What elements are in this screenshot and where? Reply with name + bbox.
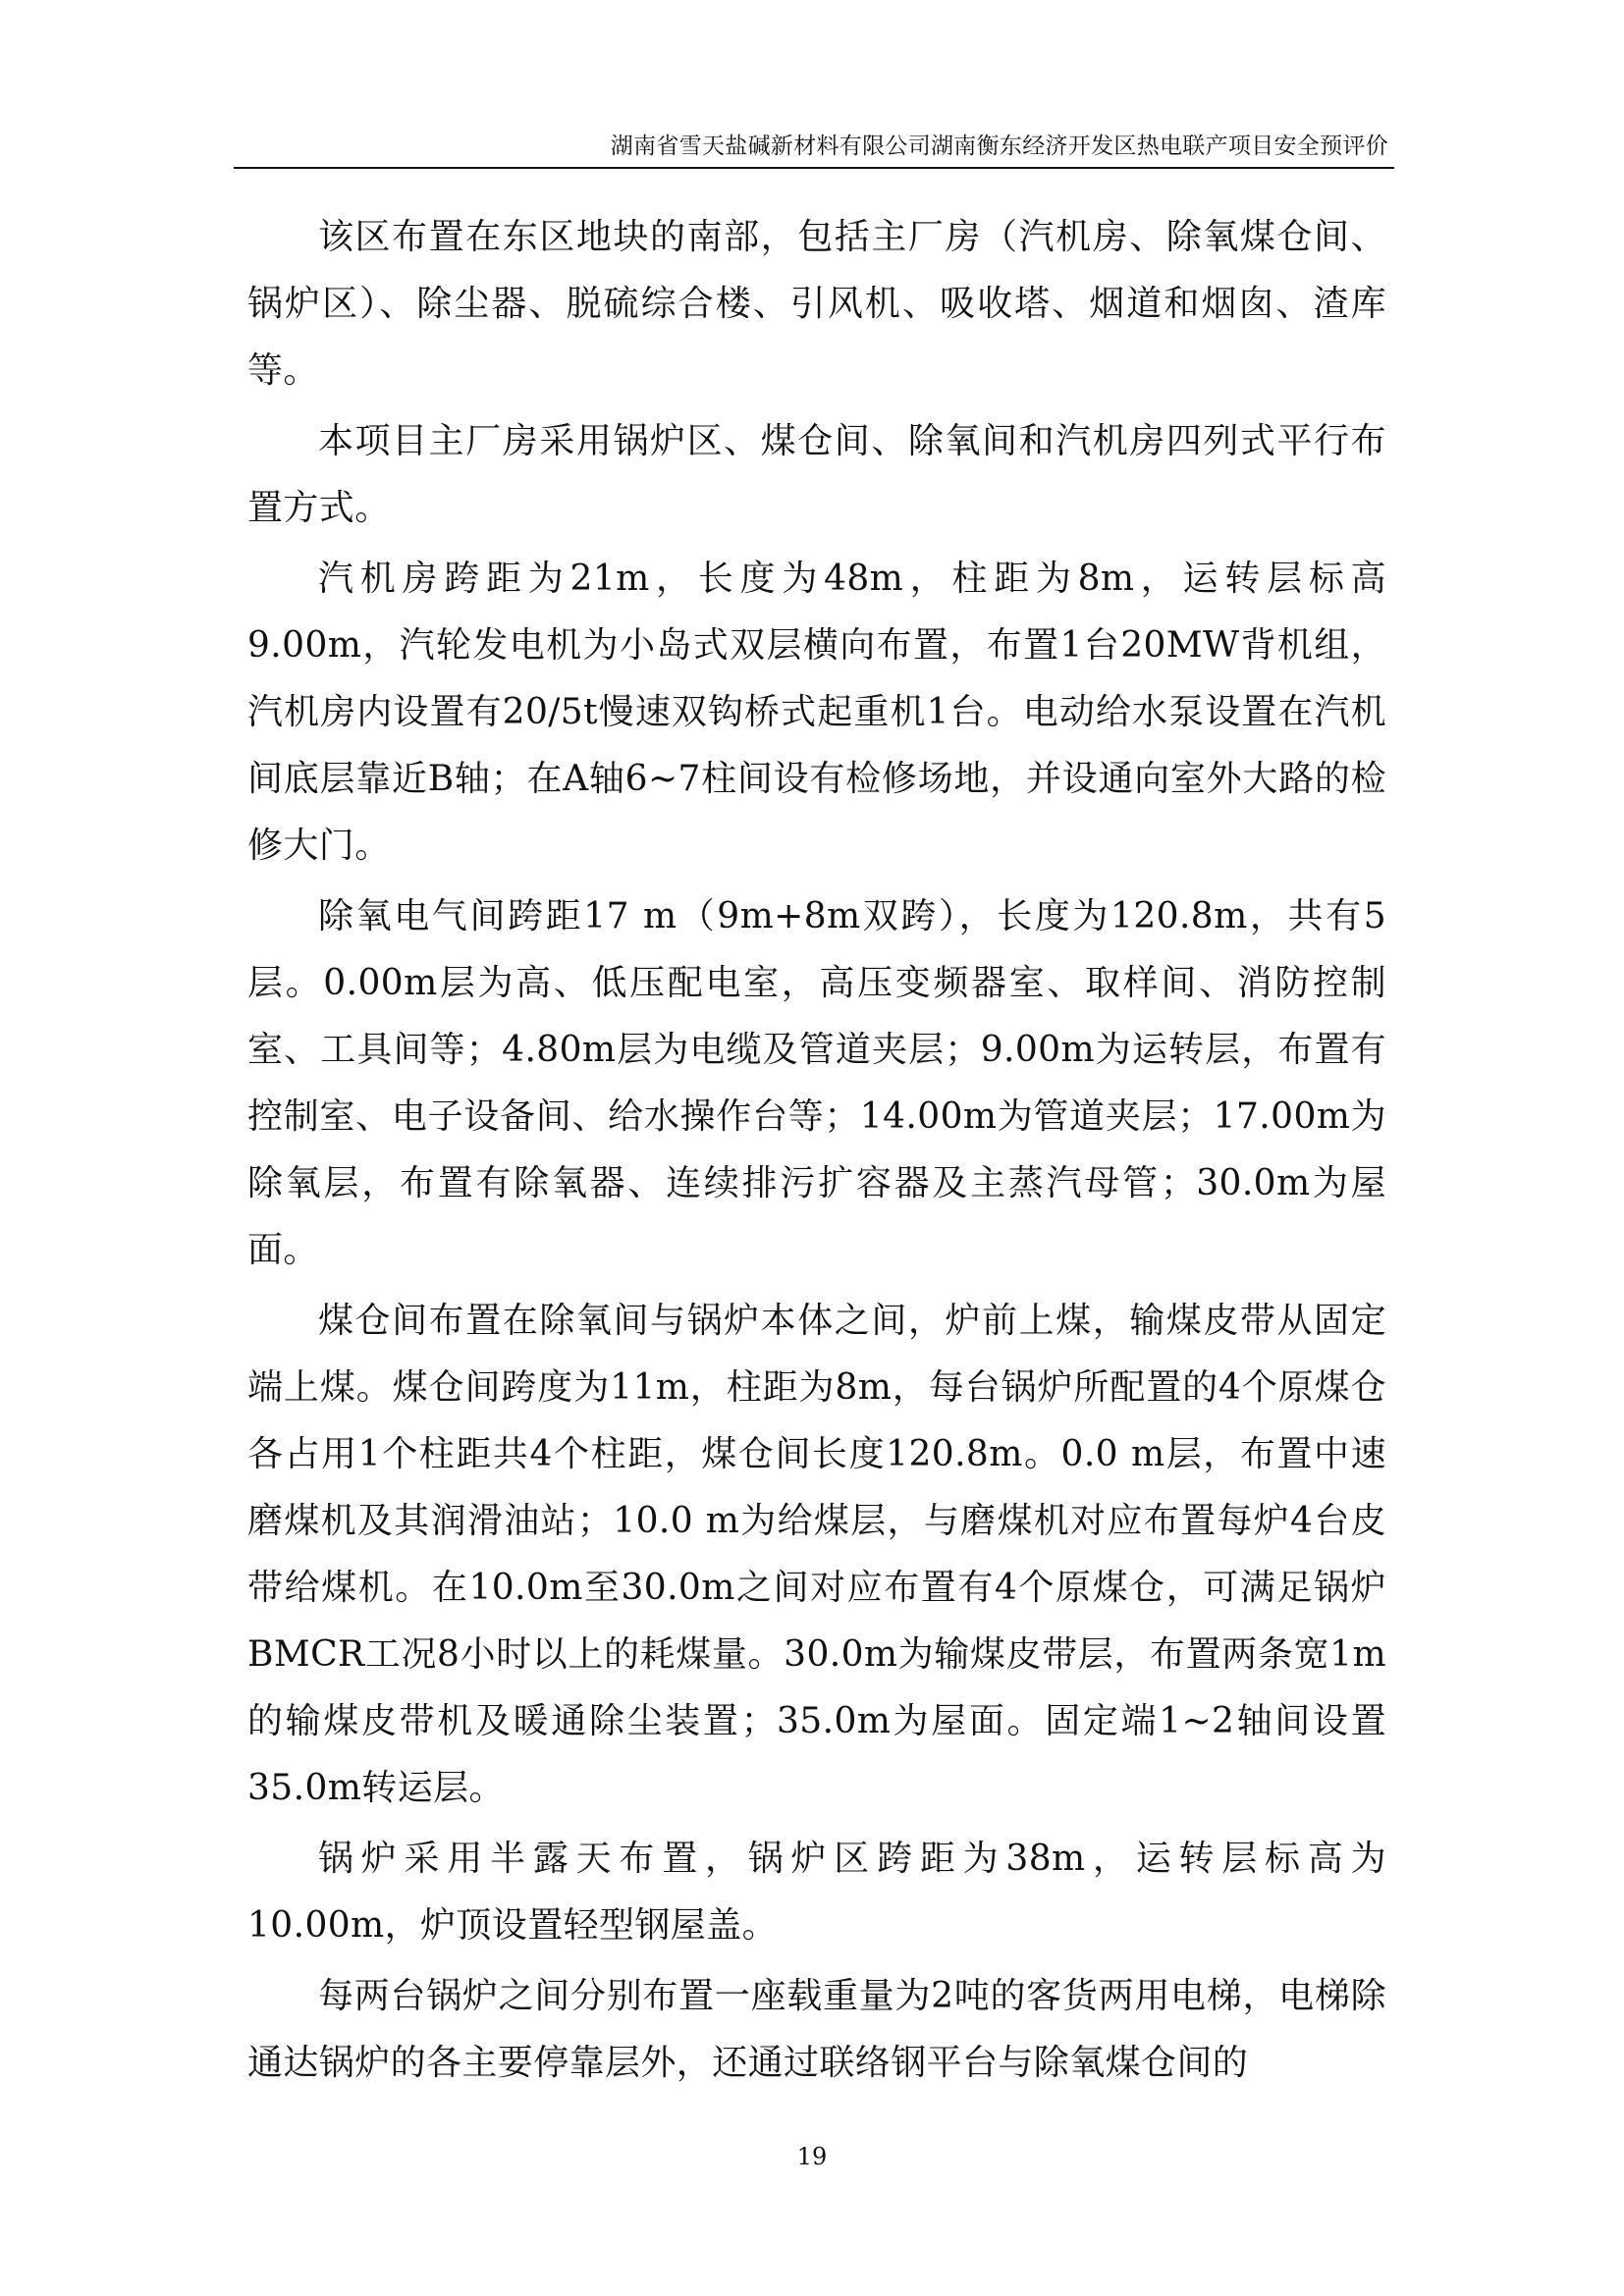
paragraph-boiler: 锅炉采用半露天布置，锅炉区跨距为38m，运转层标高为10.00m，炉顶设置轻型钢屋盖。 bbox=[247, 1839, 1386, 1946]
header-title: 湖南省雪天盐碱新材料有限公司湖南衡东经济开发区热电联产项目安全预评价 bbox=[610, 133, 1388, 159]
paragraph-main-building: 本项目主厂房采用锅炉区、煤仓间、除氧间和汽机房四列式平行布置方式。 bbox=[247, 421, 1386, 528]
paragraph-elevator: 每两台锅炉之间分别布置一座载重量为2吨的客货两用电梯，电梯除通达锅炉的各主要停靠层外，还通过联络钢平台与除氧煤仓间的 bbox=[247, 1976, 1386, 2083]
paragraph-deaerator-electrical: 除氧电气间跨距17 m（9m+8m双跨），长度为120.8m，共有5层。0.00m层为高、低压配电室，高压变频器室、取样间、消防控制室、工具间等；4.80m层为电缆及管道夹层；9.00m为运转层，布置有控制室、电子设备间、给水操作台等；14.00m为管道夹层；17.00m为除氧层，布置有除氧器、连续排污扩容器及主蒸汽母管；30.0m为屋面。 bbox=[247, 896, 1386, 1270]
body-text bbox=[247, 204, 1386, 2101]
paragraph-area-layout: 该区布置在东区地块的南部，包括主厂房（汽机房、除氧煤仓间、锅炉区）、除尘器、脱硫综合楼、引风机、吸收塔、烟道和烟囱、渣库等。 bbox=[247, 217, 1386, 391]
page-header bbox=[234, 130, 1394, 169]
paragraph-coal-bunker: 煤仓间布置在除氧间与锅炉本体之间，炉前上煤，输煤皮带从固定端上煤。煤仓间跨度为11m，柱距为8m，每台锅炉所配置的4个原煤仓各占用1个柱距共4个柱距，煤仓间长度120.8m。0.0 m层，布置中速磨煤机及其润滑油站；10.0 m为给煤层，与磨煤机对应布置每炉4台皮带给煤机。在10.0m至30.0m之间对应布置有4个原煤仓，可满足锅炉BMCR工况8小时以上的耗煤量。30.0m为输煤皮带层，布置两条宽1m的输煤皮带机及暖通除尘装置；35.0m为屋面。固定端1~2轴间设置35.0m转运层。 bbox=[247, 1301, 1386, 1808]
paragraph-turbine-house: 汽机房跨距为21m，长度为48m，柱距为8m，运转层标高9.00m，汽轮发电机为小岛式双层横向布置，布置1台20MW背机组，汽机房内设置有20/5t慢速双钩桥式起重机1台。电动给水泵设置在汽机间底层靠近B轴；在A轴6~7柱间设有检修场地，并设通向室外大路的检修大门。 bbox=[247, 559, 1386, 866]
page-number: 19 bbox=[796, 2143, 828, 2170]
